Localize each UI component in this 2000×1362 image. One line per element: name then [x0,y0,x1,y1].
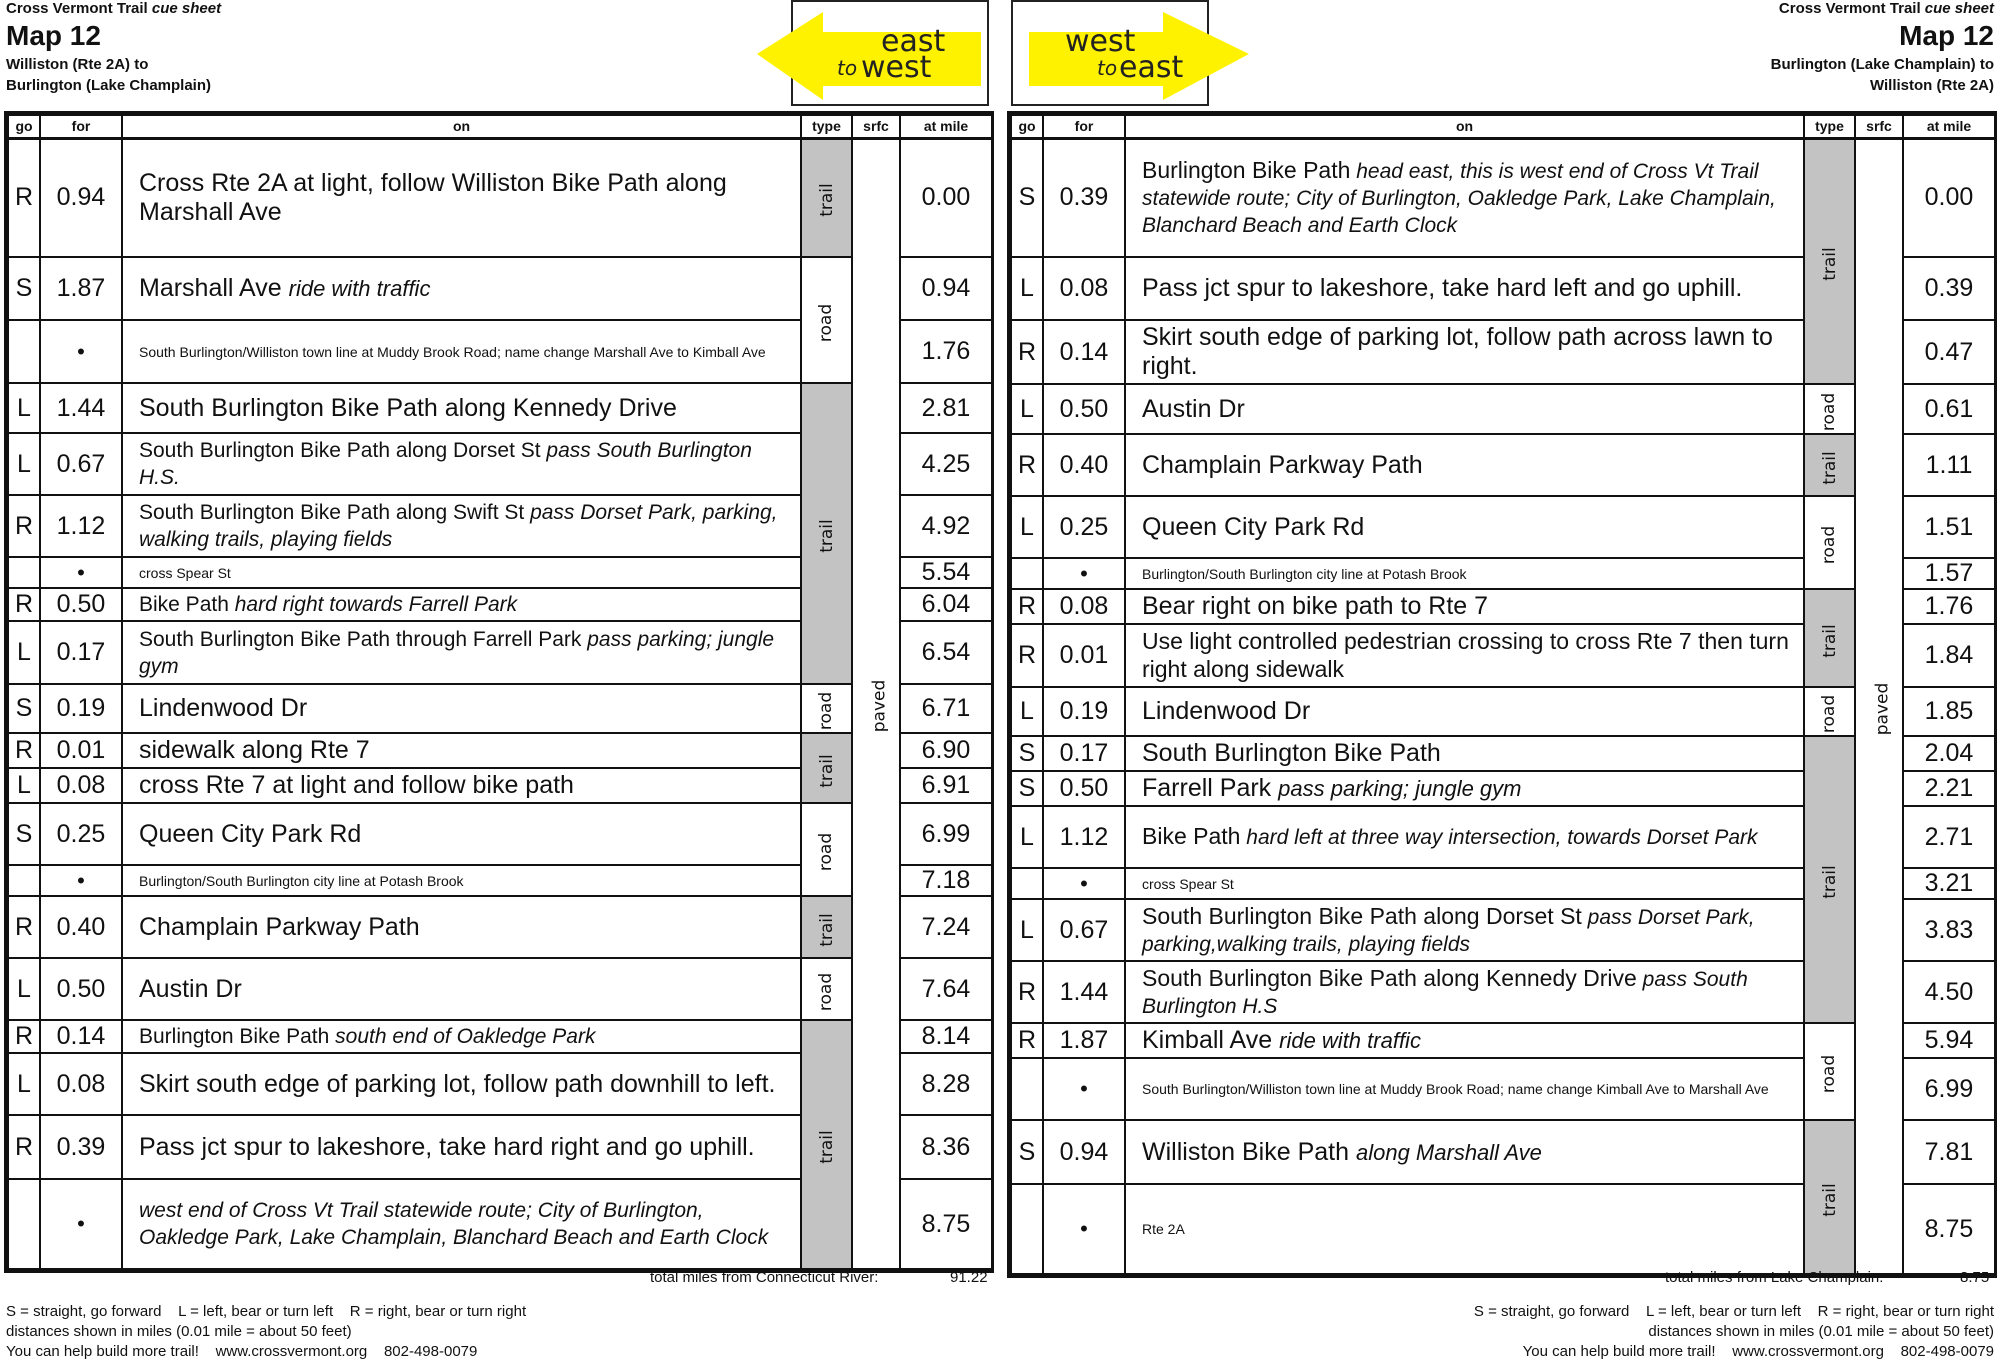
mile-cell: 6.54 [900,621,992,684]
go-cell: R [8,588,40,621]
for-cell: 1.12 [40,495,122,557]
table-row [8,803,992,865]
for-cell: 0.94 [1043,1120,1125,1184]
for-cell: 0.39 [40,1115,122,1179]
on-cell: Burlington/South Burlington city line at Potash Brook [1125,558,1804,589]
type-cell: trail [801,733,852,803]
go-cell: L [1011,899,1043,961]
for-cell: 0.08 [40,1053,122,1115]
arrow-word-east: east [1119,50,1184,85]
on-cell: Burlington Bike Path south end of Oakledge Park [122,1020,801,1053]
for-cell: 1.44 [40,383,122,433]
total-label: total miles from Lake Champlain: [1665,1269,1884,1286]
on-cell: Skirt south edge of parking lot, follow path across lawn to right. [1125,320,1804,384]
on-cell: Lindenwood Dr [122,684,801,733]
route-line-1: Williston (Rte 2A) to [6,56,149,73]
for-cell: 0.40 [1043,434,1125,496]
type-cell: trail [801,1020,852,1269]
table-row [8,1020,992,1053]
go-cell: R [8,138,40,257]
on-cell: Use light controlled pedestrian crossing to cross Rte 7 then turn right along sidewalk [1125,624,1804,687]
for-cell: 1.87 [1043,1023,1125,1058]
arrow-word-west: west [861,50,932,85]
on-cell: South Burlington Bike Path along Dorset St pass Dorset Park, parking,walking trails, playing fields [1125,899,1804,961]
col-at-mile: at mile [900,115,992,138]
for-cell: 1.12 [1043,806,1125,868]
on-cell: Pass jct spur to lakeshore, take hard right and go uphill. [122,1115,801,1179]
on-cell: Queen City Park Rd [122,803,801,865]
for-cell: 0.08 [1043,589,1125,624]
go-cell: L [8,383,40,433]
for-cell: 0.25 [1043,496,1125,558]
go-cell: R [1011,320,1043,384]
mile-cell: 0.94 [900,257,992,320]
on-cell: Bike Path hard right towards Farrell Park [122,588,801,621]
for-cell: • [1043,1184,1125,1274]
legend-left [6,1302,526,1362]
mile-cell: 8.14 [900,1020,992,1053]
on-cell: west end of Cross Vt Trail statewide route; City of Burlington, Oakledge Park, Lake Champlain, Blanchard Beach and Earth Clock [122,1179,801,1269]
table-row [1011,384,1995,434]
mile-cell: 2.21 [1903,771,1995,806]
arrow-word-to: to [1097,56,1118,80]
map-number: Map 12 [6,20,101,51]
mile-cell: 0.39 [1903,257,1995,320]
col-for: for [1043,115,1125,138]
col-for: for [40,115,122,138]
go-cell: L [1011,496,1043,558]
on-cell: sidewalk along Rte 7 [122,733,801,768]
on-cell: Champlain Parkway Path [1125,434,1804,496]
route-line-1: Burlington (Lake Champlain) to [1770,56,1994,73]
mile-cell: 1.76 [900,320,992,383]
go-cell: L [1011,806,1043,868]
mile-cell: 8.75 [900,1179,992,1269]
col-go: go [1011,115,1043,138]
mile-cell: 4.25 [900,433,992,495]
mile-cell: 6.04 [900,588,992,621]
table-row [8,138,992,257]
table-row [8,257,992,320]
table-row [1011,1023,1995,1058]
direction-box-west-to-east [1011,0,1209,106]
for-cell: 0.50 [1043,771,1125,806]
on-cell: South Burlington Bike Path [1125,736,1804,771]
mile-cell: 7.24 [900,896,992,958]
left-header [6,0,426,96]
for-cell: 1.44 [1043,961,1125,1023]
direction-box-east-to-west [791,0,989,106]
col-on: on [122,115,801,138]
on-cell: Rte 2A [1125,1184,1804,1274]
col-type: type [1804,115,1855,138]
on-cell: Cross Rte 2A at light, follow Williston Bike Path along Marshall Ave [122,138,801,257]
col-go: go [8,115,40,138]
type-cell: trail [1804,736,1855,1023]
col-srfc: srfc [852,115,900,138]
total-value: 91.22 [950,1269,988,1286]
for-cell: • [40,865,122,896]
mile-cell: 1.84 [1903,624,1995,687]
go-cell: S [1011,138,1043,257]
type-cell: road [801,803,852,896]
go-cell: R [1011,434,1043,496]
for-cell: 0.08 [40,768,122,803]
on-cell: Queen City Park Rd [1125,496,1804,558]
go-cell: L [8,433,40,495]
type-cell: trail [801,896,852,958]
go-cell [8,1179,40,1269]
for-cell: 0.50 [1043,384,1125,434]
go-cell [8,865,40,896]
go-cell: R [8,896,40,958]
mile-cell: 5.54 [900,557,992,588]
on-cell: Champlain Parkway Path [122,896,801,958]
table-header-row [8,115,992,138]
go-cell: R [8,495,40,557]
mile-cell: 7.18 [900,865,992,896]
table-header-row [1011,115,1995,138]
on-cell: Burlington Bike Path head east, this is west end of Cross Vt Trail statewide route; City of Burlington, Oakledge Park, Lake Champlain, Blanchard Beach and Earth Clock [1125,138,1804,257]
on-cell: South Burlington Bike Path along Kennedy Drive [122,383,801,433]
cue-table [7,114,993,1270]
mile-cell: 1.57 [1903,558,1995,589]
mile-cell: 0.47 [1903,320,1995,384]
mile-cell: 8.28 [900,1053,992,1115]
mile-cell: 6.90 [900,733,992,768]
on-cell: Bear right on bike path to Rte 7 [1125,589,1804,624]
mile-cell: 1.76 [1903,589,1995,624]
table-row [1011,736,1995,771]
go-cell: S [1011,1120,1043,1184]
for-cell: 0.19 [1043,687,1125,736]
mile-cell: 4.50 [1903,961,1995,1023]
type-cell: road [801,684,852,733]
mile-cell: 0.00 [900,138,992,257]
table-row [1011,496,1995,558]
on-cell: South Burlington Bike Path along Dorset St pass South Burlington H.S. [122,433,801,495]
col-srfc: srfc [1855,115,1903,138]
legend-right [1474,1302,1994,1362]
type-cell: trail [1804,1120,1855,1274]
mile-cell: 7.81 [1903,1120,1995,1184]
on-cell: Bike Path hard left at three way intersection, towards Dorset Park [1125,806,1804,868]
go-cell: L [1011,384,1043,434]
table-row [8,896,992,958]
west-to-east-cue-table [1007,111,1997,1278]
go-cell: R [8,1020,40,1053]
for-cell: 0.19 [40,684,122,733]
mile-cell: 3.21 [1903,868,1995,899]
for-cell: 0.50 [40,958,122,1020]
table-row [1011,434,1995,496]
on-cell: cross Spear St [122,557,801,588]
go-cell: L [8,768,40,803]
on-cell: South Burlington Bike Path along Kennedy Drive pass South Burlington H.S [1125,961,1804,1023]
type-cell: road [1804,1023,1855,1120]
for-cell: 0.01 [1043,624,1125,687]
on-cell: Lindenwood Dr [1125,687,1804,736]
on-cell: South Burlington/Williston town line at Muddy Brook Road; name change Kimball Ave to Marshall Ave [1125,1058,1804,1120]
cue-table [1010,114,1996,1275]
surface-cell: paved [852,138,900,1269]
for-cell: 0.17 [1043,736,1125,771]
on-cell: cross Rte 7 at light and follow bike path [122,768,801,803]
surface-cell: paved [1855,138,1903,1274]
go-cell: S [1011,771,1043,806]
on-cell: Farrell Park pass parking; jungle gym [1125,771,1804,806]
table-row [8,684,992,733]
go-cell: R [1011,589,1043,624]
col-on: on [1125,115,1804,138]
type-cell: trail [1804,138,1855,384]
go-cell [1011,868,1043,899]
mile-cell: 1.11 [1903,434,1995,496]
go-cell: S [1011,736,1043,771]
type-cell: road [1804,496,1855,589]
arrow-word-west: west [1065,24,1136,59]
type-cell: trail [801,383,852,684]
type-cell: road [1804,384,1855,434]
go-cell: R [1011,961,1043,1023]
type-cell: trail [1804,434,1855,496]
mile-cell: 4.92 [900,495,992,557]
mile-cell: 1.51 [1903,496,1995,558]
table-row [1011,1120,1995,1184]
arrow-word-to: to [837,56,858,80]
on-cell: South Burlington Bike Path along Swift St pass Dorset Park, parking, walking trails, playing fields [122,495,801,557]
on-cell: South Burlington Bike Path through Farrell Park pass parking; jungle gym [122,621,801,684]
go-cell: S [8,803,40,865]
go-cell: S [8,684,40,733]
go-cell: L [8,1053,40,1115]
for-cell: 0.67 [1043,899,1125,961]
for-cell: • [1043,868,1125,899]
go-cell: R [1011,1023,1043,1058]
legend-line-3: You can help build more trail! www.crossvermont.org 802-498-0079 [6,1343,478,1360]
for-cell: 0.14 [1043,320,1125,384]
mile-cell: 8.36 [900,1115,992,1179]
for-cell: • [1043,1058,1125,1120]
for-cell: 0.40 [40,896,122,958]
on-cell: Marshall Ave ride with traffic [122,257,801,320]
type-cell: trail [1804,589,1855,687]
go-cell: L [1011,687,1043,736]
go-cell: R [1011,624,1043,687]
for-cell: 0.14 [40,1020,122,1053]
table-row [1011,589,1995,624]
on-cell: Kimball Ave ride with traffic [1125,1023,1804,1058]
total-label: total miles from Connecticut River: [650,1269,879,1286]
for-cell: 0.94 [40,138,122,257]
mile-cell: 6.71 [900,684,992,733]
col-at-mile: at mile [1903,115,1995,138]
mile-cell: 2.81 [900,383,992,433]
for-cell: 0.25 [40,803,122,865]
mile-cell: 0.61 [1903,384,1995,434]
east-to-west-cue-table [4,111,994,1273]
table-row [8,733,992,768]
type-cell: road [1804,687,1855,736]
for-cell: • [40,320,122,383]
go-cell: L [1011,257,1043,320]
for-cell: • [1043,558,1125,589]
on-cell: South Burlington/Williston town line at Muddy Brook Road; name change Marshall Ave to Kimball Ave [122,320,801,383]
on-cell: Burlington/South Burlington city line at Potash Brook [122,865,801,896]
mile-cell: 0.00 [1903,138,1995,257]
mile-cell: 8.75 [1903,1184,1995,1274]
go-cell [1011,558,1043,589]
col-type: type [801,115,852,138]
go-cell: S [8,257,40,320]
table-row [1011,138,1995,257]
type-cell: road [801,257,852,383]
mile-cell: 6.99 [900,803,992,865]
on-cell: Austin Dr [1125,384,1804,434]
for-cell: 0.17 [40,621,122,684]
go-cell [1011,1058,1043,1120]
table-row [8,383,992,433]
mile-cell: 6.99 [1903,1058,1995,1120]
for-cell: 0.39 [1043,138,1125,257]
legend-line-3: You can help build more trail! www.crossvermont.org 802-498-0079 [1522,1343,1994,1360]
go-cell: R [8,733,40,768]
for-cell: 0.50 [40,588,122,621]
legend-line-1: S = straight, go forward L = left, bear or turn left R = right, bear or turn right [6,1303,527,1320]
table-row [1011,687,1995,736]
mile-cell: 1.85 [1903,687,1995,736]
series-title: Cross Vermont Trail cue sheet [1778,0,1994,17]
total-miles-east-to-west [650,1269,878,1286]
on-cell: Austin Dr [122,958,801,1020]
total-miles-west-to-east [1665,1269,1883,1286]
mile-cell: 2.04 [1903,736,1995,771]
mile-cell: 3.83 [1903,899,1995,961]
for-cell: 1.87 [40,257,122,320]
mile-cell: 7.64 [900,958,992,1020]
type-cell: trail [801,138,852,257]
go-cell [8,320,40,383]
go-cell: R [8,1115,40,1179]
on-cell: Williston Bike Path along Marshall Ave [1125,1120,1804,1184]
on-cell: Skirt south edge of parking lot, follow path downhill to left. [122,1053,801,1115]
legend-line-2: distances shown in miles (0.01 mile = about 50 feet) [1648,1323,1994,1340]
mile-cell: 5.94 [1903,1023,1995,1058]
for-cell: 0.08 [1043,257,1125,320]
go-cell [1011,1184,1043,1274]
map-number: Map 12 [1899,20,1994,51]
right-header [1574,0,1994,96]
legend-line-1: S = straight, go forward L = left, bear or turn left R = right, bear or turn right [1473,1303,1994,1320]
total-value: 8.75 [1960,1269,1990,1286]
table-row [8,958,992,1020]
mile-cell: 6.91 [900,768,992,803]
arrow-word-east: east [881,24,946,59]
route-line-2: Williston (Rte 2A) [1869,77,1994,94]
for-cell: • [40,557,122,588]
on-cell: cross Spear St [1125,868,1804,899]
go-cell: L [8,621,40,684]
type-cell: road [801,958,852,1020]
for-cell: • [40,1179,122,1269]
for-cell: 0.01 [40,733,122,768]
on-cell: Pass jct spur to lakeshore, take hard left and go uphill. [1125,257,1804,320]
legend-line-2: distances shown in miles (0.01 mile = about 50 feet) [6,1323,352,1340]
series-title: Cross Vermont Trail cue sheet [6,0,222,17]
go-cell: L [8,958,40,1020]
route-line-2: Burlington (Lake Champlain) [6,77,212,94]
for-cell: 0.67 [40,433,122,495]
mile-cell: 2.71 [1903,806,1995,868]
go-cell [8,557,40,588]
